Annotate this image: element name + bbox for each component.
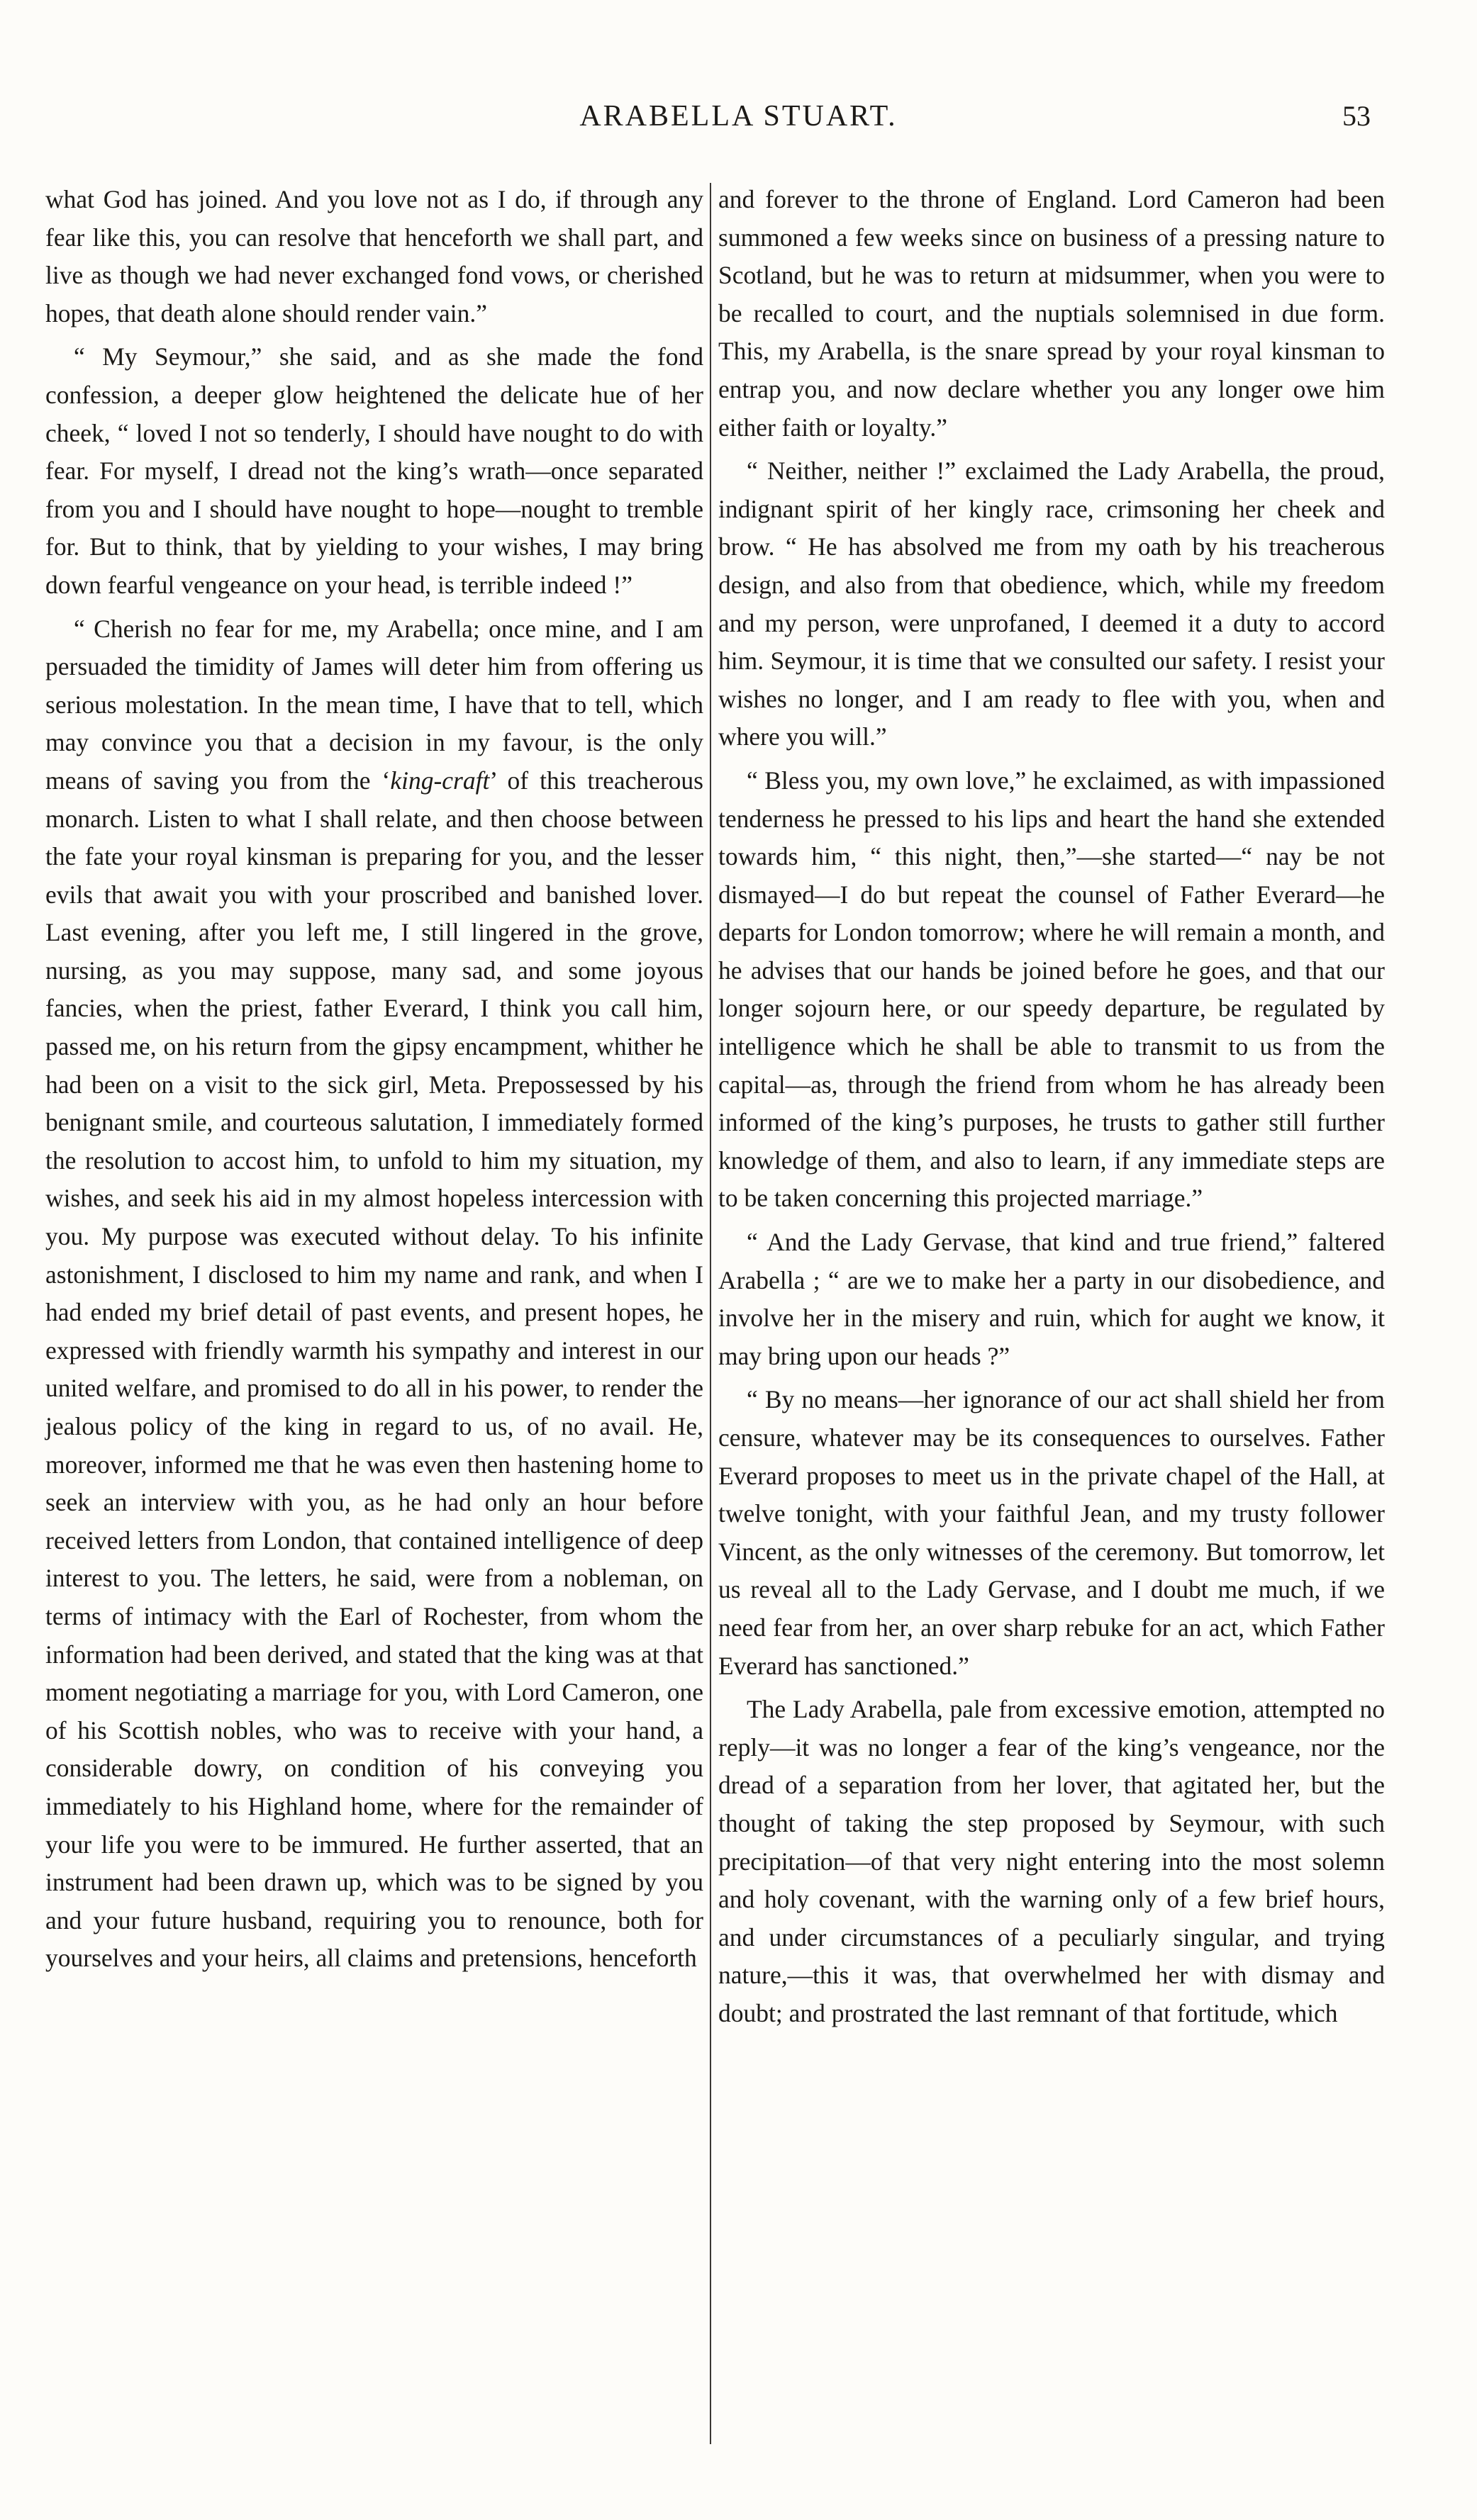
paragraph: and forever to the throne of England. Lord Cameron had been summoned a few weeks since on business of a pressing nature to Scotland, but he was to return at midsummer, when you were to be recalled to court, and the nuptials solemnised in due form. This, my Arabella, is the snare spread by your royal kinsman to entrap you, and now declare whether you any longer owe him either faith or loyalty.” [718,185,1385,442]
paragraph: “ My Seymour,” she said, and as she made the fond confession, a deeper glow heightened the delicate hue of her cheek, “ loved I not so tenderly, I should have nought to do with fear. For myself, I dread not the king’s wrath—once separated from you and I should have nought to hope—nought to tremble for. But to think, that by yielding to your wishes, I may bring down fearful vengeance on your head, is terrible indeed !” [45,342,703,599]
column-divider [710,183,711,2444]
paragraph: “ And the Lady Gervase, that kind and true friend,” faltered Arabella ; “ are we to make her a party in our disobedience, and involve her in the misery and ruin, which for aught we know, it may bring upon our heads ?” [718,1228,1385,1370]
paragraph: The Lady Arabella, pale from excessive emotion, attempted no reply—it was no longer a fear of the king’s vengeance, nor the dread of a separation from her lover, that agitated her, but the thought of taking the step proposed by Seymour, with such precipitation—of that very night entering into the most solemn and holy covenant, with the warning only of a few brief hours, and under circumstances of a peculiarly singular, and trying nature,—this it was, that overwhelmed her with dismay and doubt; and prostrated the last remnant of that fortitude, which [718,1695,1385,2027]
paragraph: “ By no means—her ignorance of our act shall shield her from censure, whatever may be its consequences to ourselves. Father Everard proposes to meet us in the private chapel of the Hall, at twelve tonight, with your faithful Jean, and my trusty follower Vincent, as the only witnesses of the ceremony. But tomorrow, let us reveal all to the Lady Gervase, and I doubt me much, if we need fear from her, an over sharp rebuke for an act, which Father Everard has sanctioned.” [718,1385,1385,1680]
paragraph: what God has joined. And you love not as I do, if through any fear like this, you can resolve that henceforth we shall part, and live as though we had never exchanged fond vows, or cherished hopes, that death alone should render vain.” [45,185,703,327]
paragraph [45,610,703,1978]
paragraph: “ Bless you, my own love,” he exclaimed, as with impassioned tenderness he pressed to his lips and heart the hand she extended towards him, “ this night, then,”—she started—“ nay be not dismayed—I do but repeat the counsel of Father Everard—he departs for London tomorrow; where he will remain a month, and he advises that our hands be joined before he goes, and that our longer sojourn here, or our speedy departure, be regulated by intelligence which he shall be able to transmit to us from the capital—as, through the friend from whom he has already been informed of the king’s purposes, he trusts to gather still further knowledge of them, and also to learn, if any immediate steps are to be taken concerning this projected marriage.” [718,766,1385,1213]
left-column [45,181,703,2449]
paragraph: “ Neither, neither !” exclaimed the Lady Arabella, the proud, indignant spirit of her kingly race, crimsoning her cheek and brow. “ He has absolved me from my oath by his treacherous design, and also from that obedience, which, while my freedom and my person, were unprofaned, I deemed it a duty to accord him. Seymour, it is time that we consulted our safety. I resist your wishes no longer, and I am ready to flee with you, when and where you will.” [718,457,1385,751]
right-column [718,181,1385,2449]
page-header [0,99,1477,142]
page-number: 53 [1342,100,1371,132]
paragraph-text: ’ of this treacherous monarch. Listen to what I shall relate, and then choose between the fate your royal kinsman is preparing for you, and the lesser evils that await you with your proscribed and banished lover. Last evening, after you left me, I still lingered in the grove, nursing, as you may suppose, many sad, and some joyous fancies, when the priest, father Everard, I think you call him, passed me, on his return from the gipsy encampment, whither he had been on a visit to the sick girl, Meta. Prepossessed by his benignant smile, and courteous salutation, I immediately formed the resolution to accost him, to unfold to him my situation, my wishes, and seek his aid in my almost hopeless intercession with you. My purpose was executed without delay. To his infinite astonishment, I disclosed to him my name and rank, and when I had ended my brief detail of past events, and present hopes, he expressed with friendly warmth his sympathy and interest in our united welfare, and promised to do all in his power, to render the jealous policy of the king in regard to us, of no avail. He, moreover, informed me that he was even then hastening home to seek an interview with you, as he had only an hour before received letters from London, that contained intelligence of deep interest to you. The letters, he said, were from a nobleman, on terms of intimacy with the Earl of Rochester, from whom the information had been derived, and stated that the king was at that moment negotiating a marriage for you, with Lord Cameron, one of his Scottish nobles, who was to receive with your hand, a considerable dowry, on condition of his conveying you immediately to his Highland home, where for the remainder of your life you were to be immured. He further asserted, that an instrument had been drawn up, which was to be signed by you and your future husband, requiring you to renounce, both for yourselves and your heirs, all claims and pretensions, henceforth [45,766,703,1973]
running-title: ARABELLA STUART. [579,100,898,133]
paragraph-text: “ Cherish no fear for me, my Arabella; once mine, and I am persuaded the timidity of James will deter him from offering us serious molestation. In the mean time, I have that to tell, which may convince you that a decision in my favour, is the only means of saving you from the ‘ [45,614,703,795]
italic-phrase: king-craft [390,766,490,795]
